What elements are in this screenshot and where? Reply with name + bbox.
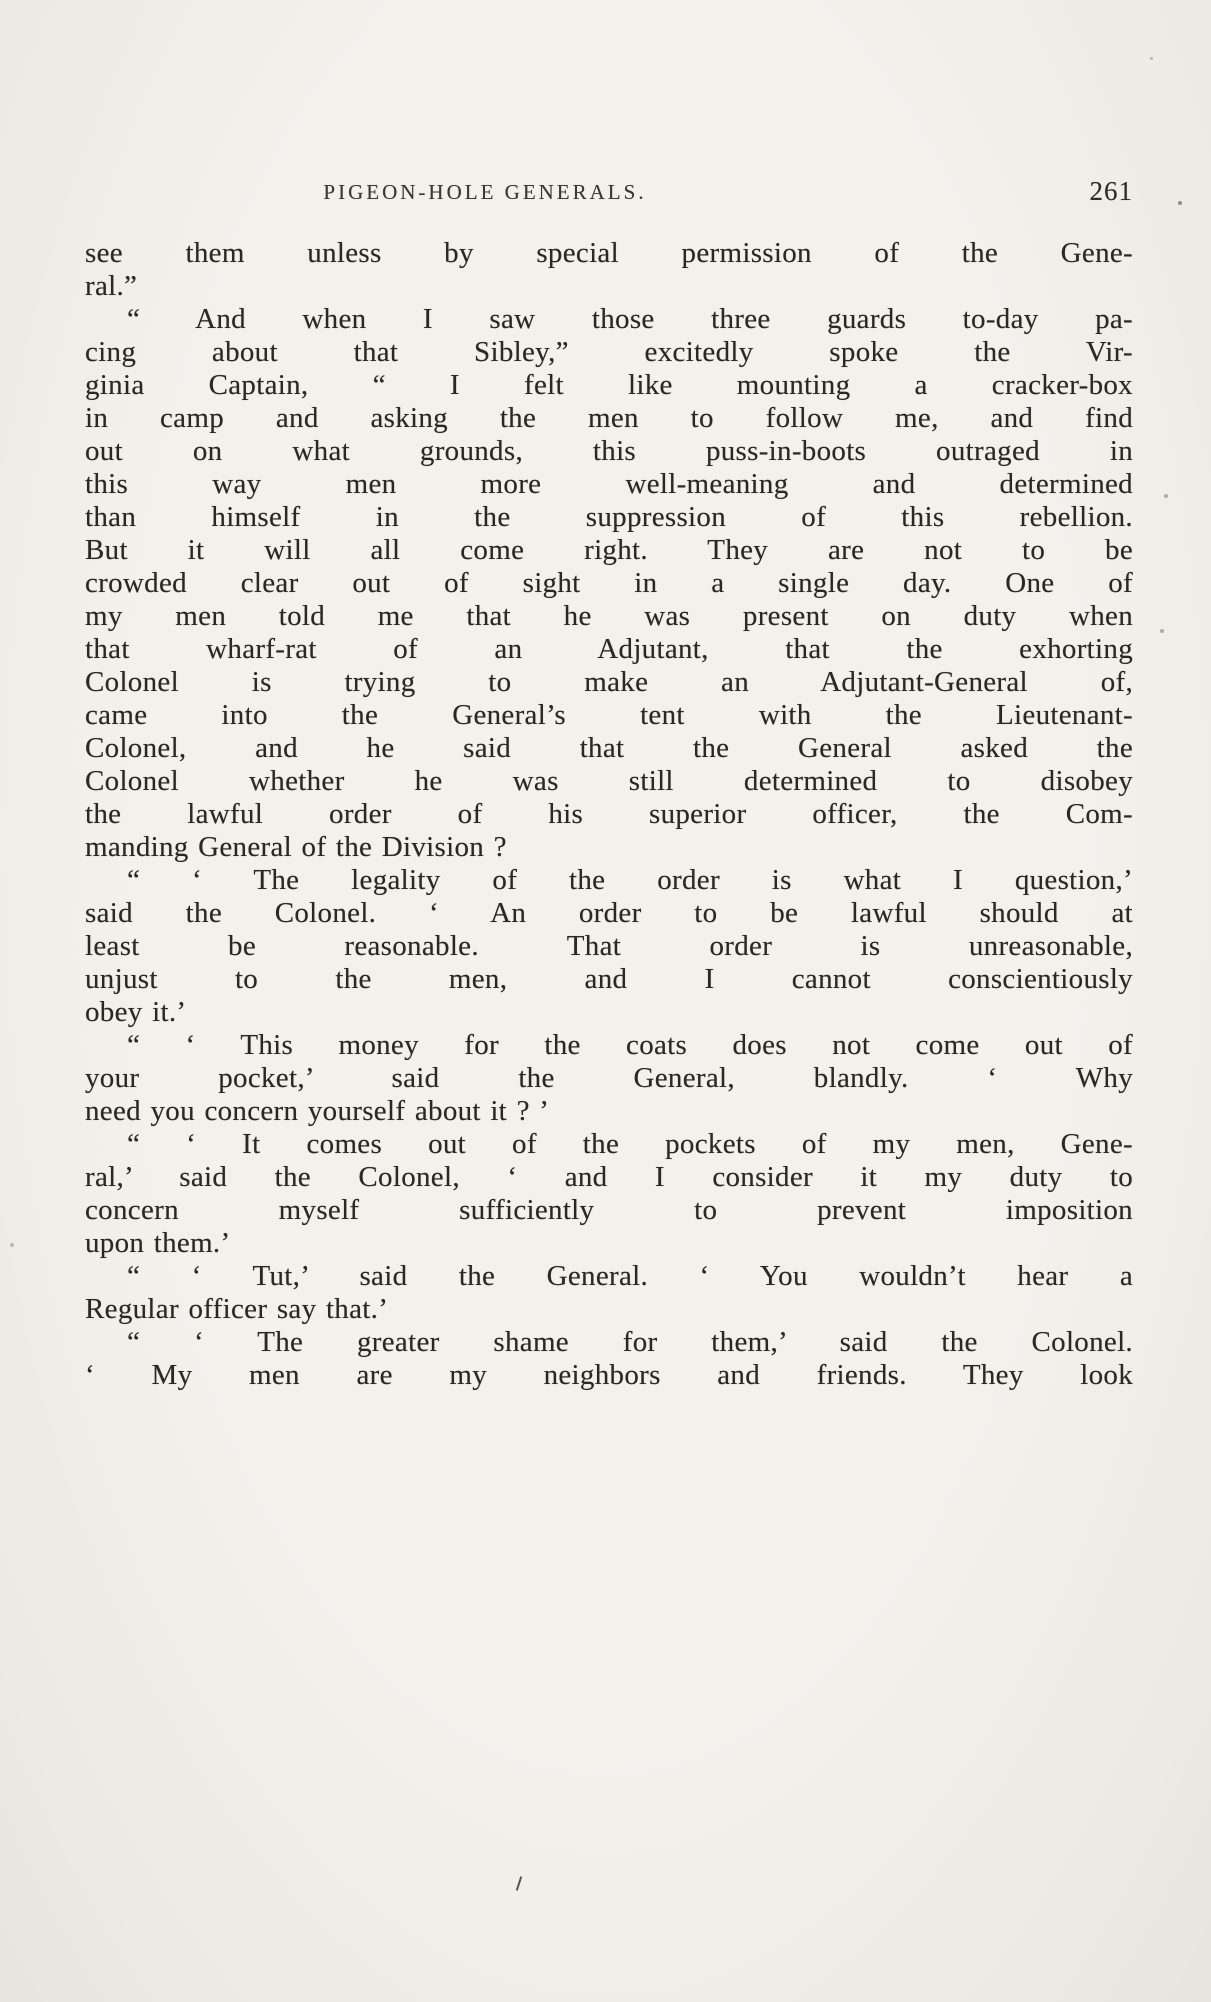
text-line: ral,’ said the Colonel, ‘ and I consider it my duty to: [85, 1161, 1133, 1193]
stray-mark: [516, 1876, 523, 1891]
page-header: [85, 176, 1133, 210]
text-line: “ ‘ This money for the coats does not come out of: [127, 1029, 1133, 1061]
text-line: in camp and asking the men to follow me, and find: [85, 402, 1133, 434]
text-line: ‘ My men are my neighbors and friends. They look: [85, 1359, 1133, 1391]
text-line: crowded clear out of sight in a single day. One of: [85, 567, 1133, 599]
scan-speck: [1160, 629, 1164, 633]
page-number: 261: [1089, 176, 1133, 206]
text-line: upon them.’: [85, 1227, 231, 1259]
text-line: least be reasonable. That order is unreasonable,: [85, 930, 1133, 962]
text-line: see them unless by special permission of the Gene-: [85, 237, 1133, 269]
text-line: unjust to the men, and I cannot conscientiously: [85, 963, 1133, 995]
text-line: “ And when I saw those three guards to-day pa-: [127, 303, 1133, 335]
scan-speck: [1150, 57, 1153, 60]
text-line: “ ‘ The greater shame for them,’ said the Colonel.: [127, 1326, 1133, 1358]
text-line: obey it.’: [85, 996, 187, 1028]
text-line: your pocket,’ said the General, blandly. ‘ Why: [85, 1062, 1133, 1094]
text-line: that wharf-rat of an Adjutant, that the exhorting: [85, 633, 1133, 665]
text-line: ginia Captain, “ I felt like mounting a cracker-box: [85, 369, 1133, 401]
scan-speck: [10, 1243, 14, 1247]
text-line: need you concern yourself about it ? ’: [85, 1095, 550, 1127]
page-body: [85, 237, 1133, 1392]
text-line: manding General of the Division ?: [85, 831, 507, 863]
text-line: But it will all come right. They are not to be: [85, 534, 1133, 566]
text-line: the lawful order of his superior officer, the Com-: [85, 798, 1133, 830]
text-line: cing about that Sibley,” excitedly spoke the Vir-: [85, 336, 1133, 368]
text-line: Regular officer say that.’: [85, 1293, 389, 1325]
text-line: Colonel is trying to make an Adjutant-General of,: [85, 666, 1133, 698]
scan-speck: [1164, 494, 1168, 498]
text-line: “ ‘ Tut,’ said the General. ‘ You wouldn’t hear a: [127, 1260, 1133, 1292]
text-line: concern myself sufficiently to prevent imposition: [85, 1194, 1133, 1226]
text-line: this way men more well-meaning and determined: [85, 468, 1133, 500]
text-line: came into the General’s tent with the Lieutenant-: [85, 699, 1133, 731]
text-line: my men told me that he was present on duty when: [85, 600, 1133, 632]
text-line: out on what grounds, this puss-in-boots outraged in: [85, 435, 1133, 467]
text-line: “ ‘ The legality of the order is what I question,’: [127, 864, 1133, 896]
running-title: PIGEON-HOLE GENERALS.: [323, 180, 647, 204]
text-line: “ ‘ It comes out of the pockets of my men, Gene-: [127, 1128, 1133, 1160]
text-line: said the Colonel. ‘ An order to be lawful should at: [85, 897, 1133, 929]
text-line: Colonel, and he said that the General asked the: [85, 732, 1133, 764]
scan-speck: [1178, 201, 1182, 205]
text-line: than himself in the suppression of this rebellion.: [85, 501, 1133, 533]
text-line: ral.”: [85, 270, 138, 302]
text-line: Colonel whether he was still determined to disobey: [85, 765, 1133, 797]
